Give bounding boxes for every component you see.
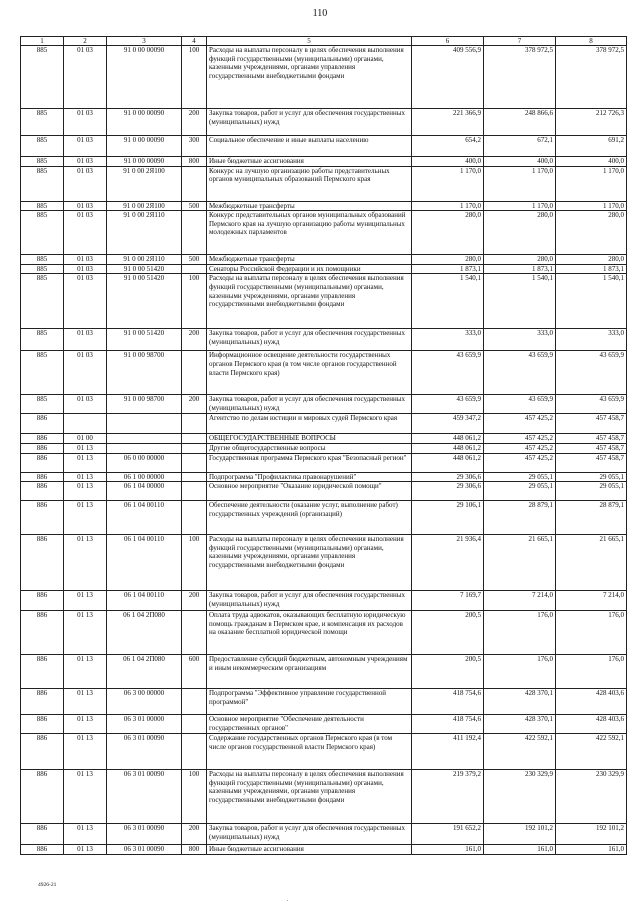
amount-2022-cell: 43 659,9 <box>412 351 484 395</box>
amount-2024-cell: 400,0 <box>556 157 627 167</box>
expense-type-cell <box>182 482 207 501</box>
section-code-cell: 01 13 <box>64 715 107 734</box>
table-body <box>21 46 627 855</box>
target-article-cell: 91 0 00 00090 <box>107 109 182 136</box>
section-code-cell: 01 13 <box>64 689 107 715</box>
amount-2023-cell: 280,0 <box>484 211 556 255</box>
target-article-cell: 91 0 00 2Я100 <box>107 166 182 201</box>
item-name-cell: Иные бюджетные ассигнования <box>207 157 412 167</box>
item-name-cell: Информационное освещение деятельности государственных органов Пермского края (в том числе органов государственной власти Пермского края) <box>207 351 412 395</box>
amount-2024-cell: 1 170,0 <box>556 201 627 211</box>
amount-2024-cell: 28 879,1 <box>556 501 627 535</box>
item-name-cell: Закупка товаров, работ и услуг для обеспечения государственных (муниципальных) нужд <box>207 591 412 611</box>
ministry-code-cell: 886 <box>21 770 64 824</box>
expense-type-cell: 200 <box>182 591 207 611</box>
amount-2022-cell: 200,5 <box>412 655 484 689</box>
target-article-cell: 06 1 00 00000 <box>107 472 182 482</box>
target-article-cell: 91 0 00 2Я110 <box>107 211 182 255</box>
target-article-cell: 91 0 00 98700 <box>107 395 182 414</box>
column-header-7: 7 <box>484 37 556 46</box>
section-code-cell: 01 03 <box>64 46 107 109</box>
expense-type-cell <box>182 611 207 655</box>
section-code-cell: 01 13 <box>64 770 107 824</box>
expense-type-cell <box>182 166 207 201</box>
table-row <box>21 715 627 734</box>
section-code-cell: 01 13 <box>64 591 107 611</box>
ministry-code-cell: 885 <box>21 351 64 395</box>
expense-type-cell: 600 <box>182 655 207 689</box>
amount-2022-cell: 1 873,1 <box>412 264 484 274</box>
amount-2022-cell: 409 556,9 <box>412 46 484 109</box>
section-code-cell: 01 13 <box>64 611 107 655</box>
expense-type-cell: 200 <box>182 329 207 351</box>
expense-type-cell <box>182 443 207 453</box>
table-row <box>21 824 627 845</box>
amount-2024-cell: 212 726,3 <box>556 109 627 136</box>
amount-2022-cell: 280,0 <box>412 211 484 255</box>
amount-2024-cell: 280,0 <box>556 255 627 265</box>
item-name-cell: Конкурс представительных органов муниципальных образований Пермского края на лучшую организацию работы муниципальных молодежных парламентов <box>207 211 412 255</box>
amount-2022-cell: 418 754,6 <box>412 715 484 734</box>
item-name-cell: Основное мероприятие "Оказание юридической помощи" <box>207 482 412 501</box>
expense-type-cell: 200 <box>182 109 207 136</box>
amount-2024-cell: 457 458,7 <box>556 434 627 444</box>
amount-2024-cell: 1 873,1 <box>556 264 627 274</box>
amount-2023-cell: 192 101,2 <box>484 824 556 845</box>
page-number: 110 <box>312 8 328 19</box>
amount-2022-cell: 191 652,2 <box>412 824 484 845</box>
table-row <box>21 443 627 453</box>
amount-2024-cell: 333,0 <box>556 329 627 351</box>
section-code-cell: 01 13 <box>64 824 107 845</box>
ministry-code-cell: 886 <box>21 472 64 482</box>
table-row <box>21 166 627 201</box>
table-row <box>21 264 627 274</box>
amount-2023-cell: 672,1 <box>484 136 556 157</box>
amount-2023-cell: 422 592,1 <box>484 734 556 770</box>
target-article-cell: 91 0 00 00090 <box>107 157 182 167</box>
expense-type-cell: 100 <box>182 274 207 329</box>
amount-2024-cell: 43 659,9 <box>556 395 627 414</box>
target-article-cell <box>107 414 182 434</box>
expense-type-cell <box>182 453 207 472</box>
amount-2024-cell: 457 458,7 <box>556 453 627 472</box>
section-code-cell: 01 03 <box>64 157 107 167</box>
amount-2024-cell: 21 665,1 <box>556 535 627 591</box>
column-header-2: 2 <box>64 37 107 46</box>
section-code-cell: 01 13 <box>64 472 107 482</box>
amount-2023-cell: 457 425,2 <box>484 453 556 472</box>
target-article-cell: 06 3 00 00000 <box>107 689 182 715</box>
table-row <box>21 329 627 351</box>
amount-2022-cell: 221 366,9 <box>412 109 484 136</box>
item-name-cell: Предоставление субсидий бюджетным, автономным учреждениям и иным некоммерческим организациям <box>207 655 412 689</box>
target-article-cell: 06 1 04 00110 <box>107 535 182 591</box>
section-code-cell: 01 13 <box>64 443 107 453</box>
table-row <box>21 46 627 109</box>
amount-2022-cell: 21 936,4 <box>412 535 484 591</box>
table-row <box>21 591 627 611</box>
target-article-cell: 06 1 04 2П080 <box>107 611 182 655</box>
target-article-cell: 06 1 04 00110 <box>107 501 182 535</box>
target-article-cell: 91 0 00 2Я100 <box>107 201 182 211</box>
target-article-cell: 06 3 01 00000 <box>107 715 182 734</box>
amount-2023-cell: 457 425,2 <box>484 434 556 444</box>
item-name-cell: Межбюджетные трансферты <box>207 201 412 211</box>
table-row <box>21 211 627 255</box>
ministry-code-cell: 886 <box>21 715 64 734</box>
table-row <box>21 414 627 434</box>
amount-2024-cell: 192 101,2 <box>556 824 627 845</box>
table-row <box>21 201 627 211</box>
amount-2022-cell: 29 106,1 <box>412 501 484 535</box>
amount-2024-cell: 457 458,7 <box>556 443 627 453</box>
expense-type-cell <box>182 472 207 482</box>
amount-2023-cell: 43 659,9 <box>484 351 556 395</box>
expense-type-cell: 500 <box>182 201 207 211</box>
amount-2023-cell: 29 055,1 <box>484 472 556 482</box>
ministry-code-cell: 886 <box>21 501 64 535</box>
item-name-cell: Расходы на выплаты персоналу в целях обеспечения выполнения функций государственными (муниципальными) органами, казенными учреждениями, органами управления государственными внебюджетными фондами <box>207 770 412 824</box>
table-row <box>21 770 627 824</box>
amount-2023-cell: 378 972,5 <box>484 46 556 109</box>
item-name-cell: Обеспечение деятельности (оказание услуг, выполнение работ) государственных учреждений (организаций) <box>207 501 412 535</box>
item-name-cell: Подпрограмма "Профилактика правонарушений" <box>207 472 412 482</box>
amount-2024-cell: 1 540,1 <box>556 274 627 329</box>
section-code-cell: 01 13 <box>64 501 107 535</box>
ministry-code-cell: 885 <box>21 46 64 109</box>
item-name-cell: Закупка товаров, работ и услуг для обеспечения государственных (муниципальных) нужд <box>207 329 412 351</box>
table-row <box>21 611 627 655</box>
item-name-cell: Государственная программа Пермского края "Безопасный регион" <box>207 453 412 472</box>
section-code-cell: 01 03 <box>64 166 107 201</box>
amount-2023-cell: 248 866,6 <box>484 109 556 136</box>
amount-2023-cell: 176,0 <box>484 655 556 689</box>
expense-type-cell: 800 <box>182 157 207 167</box>
amount-2023-cell: 400,0 <box>484 157 556 167</box>
item-name-cell: Другие общегосударственные вопросы <box>207 443 412 453</box>
ministry-code-cell: 885 <box>21 201 64 211</box>
ministry-code-cell: 885 <box>21 395 64 414</box>
expense-type-cell: 200 <box>182 824 207 845</box>
ministry-code-cell: 885 <box>21 255 64 265</box>
expense-type-cell: 100 <box>182 770 207 824</box>
ministry-code-cell: 885 <box>21 264 64 274</box>
target-article-cell: 06 3 01 00090 <box>107 845 182 855</box>
footer-mark: . <box>287 897 289 903</box>
item-name-cell: Оплата труда адвокатов, оказывающих бесплатную юридическую помощь гражданам в Пермском крае, и компенсация их расходов на оказание бесплатной юридической помощи <box>207 611 412 655</box>
item-name-cell: Подпрограмма "Эффективное управление государственной программой" <box>207 689 412 715</box>
section-code-cell <box>64 414 107 434</box>
expense-type-cell <box>182 264 207 274</box>
amount-2024-cell: 29 055,1 <box>556 482 627 501</box>
amount-2022-cell: 1 170,0 <box>412 166 484 201</box>
item-name-cell: Расходы на выплаты персоналу в целях обеспечения выполнения функций государственными (муниципальными) органами, казенными учреждениями, органами управления государственными внебюджетными фондами <box>207 274 412 329</box>
table-row <box>21 472 627 482</box>
table-row <box>21 501 627 535</box>
ministry-code-cell: 885 <box>21 274 64 329</box>
expense-type-cell: 100 <box>182 535 207 591</box>
expense-type-cell: 500 <box>182 255 207 265</box>
section-code-cell: 01 03 <box>64 109 107 136</box>
amount-2024-cell: 230 329,9 <box>556 770 627 824</box>
target-article-cell: 06 1 04 2П080 <box>107 655 182 689</box>
section-code-cell: 01 03 <box>64 329 107 351</box>
expense-type-cell <box>182 501 207 535</box>
section-code-cell: 01 13 <box>64 453 107 472</box>
footer-document-code: 4926-21 <box>38 882 57 888</box>
amount-2022-cell: 400,0 <box>412 157 484 167</box>
column-header-5: 5 <box>207 37 412 46</box>
amount-2022-cell: 29 306,6 <box>412 482 484 501</box>
amount-2024-cell: 428 403,6 <box>556 689 627 715</box>
section-code-cell: 01 03 <box>64 136 107 157</box>
amount-2022-cell: 1 170,0 <box>412 201 484 211</box>
table-row <box>21 482 627 501</box>
target-article-cell: 06 1 04 00000 <box>107 482 182 501</box>
amount-2022-cell: 418 754,6 <box>412 689 484 715</box>
expense-type-cell <box>182 211 207 255</box>
amount-2023-cell: 457 425,2 <box>484 414 556 434</box>
ministry-code-cell: 886 <box>21 443 64 453</box>
item-name-cell: Расходы на выплаты персоналу в целях обеспечения выполнения функций государственными (муниципальными) органами, казенными учреждениями, органами управления государственными внебюджетными фондами <box>207 46 412 109</box>
amount-2023-cell: 280,0 <box>484 255 556 265</box>
amount-2024-cell: 176,0 <box>556 611 627 655</box>
target-article-cell: 91 0 00 98700 <box>107 351 182 395</box>
section-code-cell: 01 13 <box>64 734 107 770</box>
amount-2022-cell: 654,2 <box>412 136 484 157</box>
ministry-code-cell: 885 <box>21 211 64 255</box>
section-code-cell: 01 13 <box>64 845 107 855</box>
amount-2022-cell: 448 061,2 <box>412 434 484 444</box>
table-row <box>21 157 627 167</box>
expense-type-cell: 300 <box>182 136 207 157</box>
item-name-cell: ОБЩЕГОСУДАРСТВЕННЫЕ ВОПРОСЫ <box>207 434 412 444</box>
amount-2024-cell: 43 659,9 <box>556 351 627 395</box>
target-article-cell: 91 0 00 51420 <box>107 274 182 329</box>
target-article-cell: 91 0 00 51420 <box>107 329 182 351</box>
target-article-cell: 91 0 00 00090 <box>107 136 182 157</box>
expense-type-cell <box>182 734 207 770</box>
amount-2023-cell: 428 370,1 <box>484 689 556 715</box>
ministry-code-cell: 886 <box>21 734 64 770</box>
expense-type-cell <box>182 715 207 734</box>
section-code-cell: 01 03 <box>64 211 107 255</box>
amount-2022-cell: 161,0 <box>412 845 484 855</box>
amount-2023-cell: 7 214,0 <box>484 591 556 611</box>
amount-2024-cell: 176,0 <box>556 655 627 689</box>
ministry-code-cell: 886 <box>21 535 64 591</box>
expense-type-cell: 200 <box>182 395 207 414</box>
ministry-code-cell: 886 <box>21 611 64 655</box>
item-name-cell: Конкурс на лучшую организацию работы представительных органов муниципальных образований Пермского края <box>207 166 412 201</box>
amount-2023-cell: 333,0 <box>484 329 556 351</box>
target-article-cell: 06 1 04 00110 <box>107 591 182 611</box>
item-name-cell: Основное мероприятие "Обеспечение деятельности государственных органов" <box>207 715 412 734</box>
expense-type-cell: 100 <box>182 46 207 109</box>
amount-2022-cell: 200,5 <box>412 611 484 655</box>
amount-2023-cell: 29 055,1 <box>484 482 556 501</box>
column-header-4: 4 <box>182 37 207 46</box>
table-row <box>21 109 627 136</box>
target-article-cell: 06 3 01 00090 <box>107 824 182 845</box>
amount-2024-cell: 7 214,0 <box>556 591 627 611</box>
amount-2024-cell: 691,2 <box>556 136 627 157</box>
table-row <box>21 274 627 329</box>
amount-2023-cell: 176,0 <box>484 611 556 655</box>
amount-2022-cell: 43 659,9 <box>412 395 484 414</box>
item-name-cell: Агентство по делам юстиции и мировых судей Пермского края <box>207 414 412 434</box>
amount-2023-cell: 1 873,1 <box>484 264 556 274</box>
amount-2023-cell: 1 170,0 <box>484 201 556 211</box>
target-article-cell <box>107 434 182 444</box>
item-name-cell: Иные бюджетные ассигнования <box>207 845 412 855</box>
amount-2022-cell: 280,0 <box>412 255 484 265</box>
ministry-code-cell: 886 <box>21 655 64 689</box>
ministry-code-cell: 885 <box>21 329 64 351</box>
section-code-cell: 01 03 <box>64 201 107 211</box>
table-row <box>21 845 627 855</box>
ministry-code-cell: 886 <box>21 482 64 501</box>
table-row <box>21 453 627 472</box>
amount-2023-cell: 161,0 <box>484 845 556 855</box>
target-article-cell: 91 0 00 2Я110 <box>107 255 182 265</box>
amount-2023-cell: 43 659,9 <box>484 395 556 414</box>
column-number-row <box>21 37 627 46</box>
column-header-3: 3 <box>107 37 182 46</box>
amount-2024-cell: 422 592,1 <box>556 734 627 770</box>
target-article-cell: 06 3 01 00090 <box>107 734 182 770</box>
ministry-code-cell: 886 <box>21 414 64 434</box>
expense-type-cell: 800 <box>182 845 207 855</box>
ministry-code-cell: 886 <box>21 453 64 472</box>
amount-2022-cell: 29 306,6 <box>412 472 484 482</box>
target-article-cell <box>107 443 182 453</box>
table-row <box>21 351 627 395</box>
table-row <box>21 734 627 770</box>
ministry-code-cell: 886 <box>21 591 64 611</box>
amount-2022-cell: 448 061,2 <box>412 443 484 453</box>
amount-2024-cell: 161,0 <box>556 845 627 855</box>
ministry-code-cell: 886 <box>21 689 64 715</box>
table-row <box>21 136 627 157</box>
column-header-1: 1 <box>21 37 64 46</box>
amount-2023-cell: 21 665,1 <box>484 535 556 591</box>
section-code-cell: 01 03 <box>64 351 107 395</box>
amount-2024-cell: 428 403,6 <box>556 715 627 734</box>
item-name-cell: Социальное обеспечение и иные выплаты населению <box>207 136 412 157</box>
item-name-cell: Закупка товаров, работ и услуг для обеспечения государственных (муниципальных) нужд <box>207 109 412 136</box>
amount-2022-cell: 1 540,1 <box>412 274 484 329</box>
item-name-cell: Закупка товаров, работ и услуг для обеспечения государственных (муниципальных) нужд <box>207 824 412 845</box>
section-code-cell: 01 13 <box>64 655 107 689</box>
amount-2022-cell: 411 192,4 <box>412 734 484 770</box>
expense-type-cell <box>182 414 207 434</box>
item-name-cell: Закупка товаров, работ и услуг для обеспечения государственных (муниципальных) нужд <box>207 395 412 414</box>
amount-2023-cell: 28 879,1 <box>484 501 556 535</box>
budget-table <box>20 36 627 855</box>
ministry-code-cell: 885 <box>21 157 64 167</box>
target-article-cell: 06 3 01 00090 <box>107 770 182 824</box>
table-row <box>21 434 627 444</box>
column-header-8: 8 <box>556 37 627 46</box>
ministry-code-cell: 886 <box>21 824 64 845</box>
table-row <box>21 255 627 265</box>
column-header-6: 6 <box>412 37 484 46</box>
ministry-code-cell: 886 <box>21 845 64 855</box>
amount-2023-cell: 230 329,9 <box>484 770 556 824</box>
item-name-cell: Сенаторы Российской Федерации и их помощники <box>207 264 412 274</box>
amount-2023-cell: 1 170,0 <box>484 166 556 201</box>
amount-2022-cell: 219 379,2 <box>412 770 484 824</box>
expense-type-cell <box>182 689 207 715</box>
item-name-cell: Расходы на выплаты персоналу в целях обеспечения выполнения функций государственными (муниципальными) органами, казенными учреждениями, органами управления государственными внебюджетными фондами <box>207 535 412 591</box>
item-name-cell: Содержание государственных органов Пермского края (в том числе органов государственной власти Пермского края) <box>207 734 412 770</box>
amount-2023-cell: 457 425,2 <box>484 443 556 453</box>
amount-2023-cell: 428 370,1 <box>484 715 556 734</box>
target-article-cell: 91 0 00 00090 <box>107 46 182 109</box>
table-row <box>21 655 627 689</box>
amount-2024-cell: 29 055,1 <box>556 472 627 482</box>
amount-2024-cell: 457 458,7 <box>556 414 627 434</box>
table-row <box>21 689 627 715</box>
amount-2022-cell: 333,0 <box>412 329 484 351</box>
section-code-cell: 01 03 <box>64 255 107 265</box>
amount-2024-cell: 280,0 <box>556 211 627 255</box>
section-code-cell: 01 13 <box>64 482 107 501</box>
target-article-cell: 06 0 00 00000 <box>107 453 182 472</box>
amount-2024-cell: 1 170,0 <box>556 166 627 201</box>
section-code-cell: 01 13 <box>64 535 107 591</box>
section-code-cell: 01 03 <box>64 395 107 414</box>
amount-2023-cell: 1 540,1 <box>484 274 556 329</box>
section-code-cell: 01 00 <box>64 434 107 444</box>
table-row <box>21 535 627 591</box>
expense-type-cell <box>182 351 207 395</box>
ministry-code-cell: 885 <box>21 109 64 136</box>
ministry-code-cell: 885 <box>21 166 64 201</box>
amount-2022-cell: 459 347,2 <box>412 414 484 434</box>
section-code-cell: 01 03 <box>64 264 107 274</box>
amount-2022-cell: 7 169,7 <box>412 591 484 611</box>
amount-2022-cell: 448 061,2 <box>412 453 484 472</box>
target-article-cell: 91 0 00 51420 <box>107 264 182 274</box>
ministry-code-cell: 885 <box>21 136 64 157</box>
section-code-cell: 01 03 <box>64 274 107 329</box>
ministry-code-cell: 886 <box>21 434 64 444</box>
item-name-cell: Межбюджетные трансферты <box>207 255 412 265</box>
amount-2024-cell: 378 972,5 <box>556 46 627 109</box>
expense-type-cell <box>182 434 207 444</box>
table-row <box>21 395 627 414</box>
